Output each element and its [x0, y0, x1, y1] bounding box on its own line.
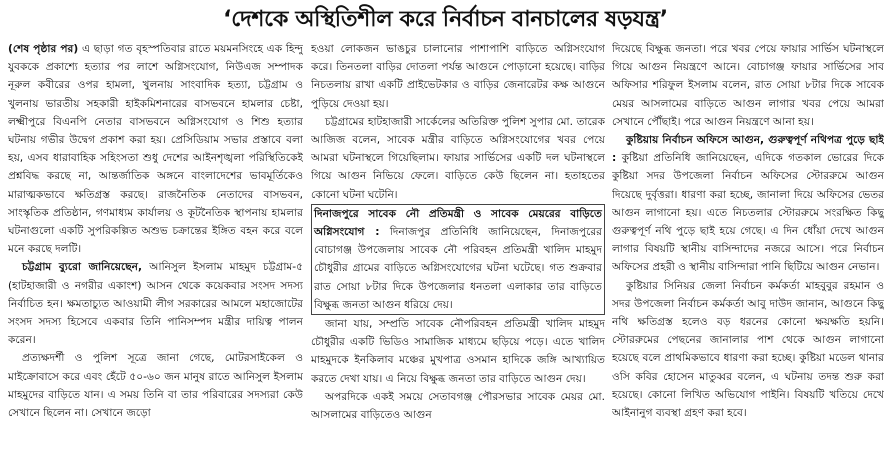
paragraph-fire-service: দিয়েছে বিক্ষুব্ধ জনতা। পরে খবর পেয়ে ফায়ার সার্ভিস ঘটনাস্থলে গিয়ে আগুন নিয়ন্ত্রণে আনে। বোচাগঞ্জ ফায়ার সার্ভিসের সাব অফিসার শরিফুল ইসলাম বলেন, রাত সোয়া ৮টার দিকে সাবেক মেয়র আসলামের বাড়িতে আগুন লাগার খবর পেয়ে আমরা সেখানে পৌঁছাই। পরে আগুন নিয়ন্ত্রণে আনা হয়। [612, 43, 884, 128]
subhead-kushtia [612, 131, 884, 277]
bureau-byline: চট্টগ্রাম ব্যুরো জানিয়েছেন, [22, 261, 143, 274]
kushtia-text: কুষ্টিয়া প্রতিনিধি জানিয়েছেন, এদিকে গতকাল ভোরের দিকে কুষ্টিয়া সদর উপজেলা নির্বাচন অফিসের স্টোররুমে আগুন দিয়েছে দুর্বৃত্তরা। ধারণা করা হচ্ছে, জানালা দিয়ে অফিসের ভেতর আগুন লাগানো হয়। এতে নিচতলার স্টোররুমে সংরক্ষিত কিছু গুরুত্বপূর্ণ নথি পুড়ে ছাই হয়ে গেছে। এ দিন ধোঁয়া দেখে আগুন লাগার বিষয়টি স্থানীয় বাসিন্দাদের নজরে আসে। পরে নির্বাচন অফিসের প্রহরী ও স্থানীয় বাসিন্দারা পানি ছিটিয়ে আগুন নেভান। [612, 152, 884, 274]
chattogram-text: আনিসুল ইসলাম মাহমুদ চট্টগ্রাম-৫ (হাটহাজারী ও নগরীর একাংশ) আসন থেকে কয়েকবার সংসদ সদস্য নির্বাচিত হন। ক্ষমতাচ্যুত আওয়ামী লীগ সরকারের আমলে মহাজোটের সংসদ সদস্য হিসেবে একবার তিনি পানিসম্পদ মন্ত্রীর দায়িত্ব পালন করেন। [8, 261, 303, 347]
paragraph-chattogram [8, 258, 303, 349]
column-1 [8, 40, 303, 464]
subhead-dinajpur [311, 204, 605, 315]
paragraph-video: জানা যায়, সম্প্রতি সাবেক নৌপরিবহন প্রতিমন্ত্রী খালিদ মাহমুদ চৌধুরীর একটি ভিডিও সামাজিক মাধ্যমে ছড়িয়ে পড়ে। এতে খালিদ মাহমুদকে ইনকিলাব মঞ্চের মুখপাত্র ওসমান হাদিকে জঙ্গি আখ্যায়িত করতে দেখা যায়। এ নিয়ে বিক্ষুব্ধ জনতা তার বাড়িতে আগুন দেয়। [311, 318, 605, 385]
column-3 [612, 40, 884, 464]
headline: ‘দেশকে অস্থিতিশীল করে নির্বাচন বানচালের ষড়যন্ত্র’ [223, 7, 668, 32]
paragraph-setabganj: অপরদিকে একই সময়ে সেতাবগঞ্জ পৌরসভার সাবেক মেয়র মো. আসলামের বাড়িতেও আগুন [311, 390, 605, 422]
paragraph-cont: হওয়া লোকজন ভাঙচুর চালানোর পাশাপাশি বাড়িতে অগ্নিসংযোগ করে। তিনতলা বাড়ির দোতলা পর্যন্ত আগুনে পোড়ানো হয়েছে। বাড়ির নিচতলায় রাখা একটি প্রাইভেটকার ও বাড়ির জেনারেটর কক্ষ আগুনে পুড়িয়ে দেওয়া হয়। [311, 43, 605, 110]
continued-marker: (শেষ পৃষ্ঠার পর) [8, 43, 79, 55]
paragraph-police: চট্টগ্রামের হাটহাজারী সার্কেলের অতিরিক্ত পুলিশ সুপার মো. তারেক আজিজ বলেন, সাবেক মন্ত্রীর বাড়িতে অগ্নিসংযোগের খবর পেয়ে আমরা ঘটনাস্থলে গিয়েছিলাম। ফায়ার সার্ভিসের একটি দল ঘটনাস্থলে গিয়ে আগুন নিভিয়ে ফেলে। বাড়িতে কেউ ছিলেন না। হতাহতের কোনো ঘটনা ঘটেনি। [311, 115, 605, 201]
paragraph-lead [8, 40, 303, 258]
subhead-dinajpur-title: দিনাজপুরে সাবেক নৌ প্রতিমন্ত্রী ও সাবেক মেয়রের বাড়িতে অগ্নিসংযোগ : [314, 207, 602, 239]
column-2 [311, 40, 605, 464]
paragraph-officials: কুষ্টিয়ার সিনিয়র জেলা নির্বাচন কর্মকর্তা মাহবুবুর রহমান ও সদর উপজেলা নির্বাচন কর্মকর্তা আবু দাউদ জানান, আগুনে কিছু নথি ক্ষতিগ্রস্ত হলেও বড় ধরনের কোনো ক্ষয়ক্ষতি হয়নি। স্টোররুমের পেছনের জানালার পাশ থেকে আগুন লাগানো হয়েছে বলে প্রাথমিকভাবে ধারণা করা হচ্ছে। কুষ্টিয়া মডেল থানার ওসি কবির হোসেন মাতুব্বর বলেন, এ ঘটনায় তদন্ত শুরু করা হয়েছে। কোনো লিখিত অভিযোগ পাইনি। বিষয়টি খতিয়ে দেখে আইনানুগ ব্যবস্থা গ্রহণ করা হবে। [612, 279, 884, 420]
dinajpur-text: দিনাজপুর প্রতিনিধি জানিয়েছেন, দিনাজপুরের বোচাগঞ্জ উপজেলায় সাবেক নৌ পরিবহন প্রতিমন্ত্রী খালিদ মাহমুদ চৌধুরীর গ্রামের বাড়িতে অগ্নিসংযোগের ঘটনা ঘটেছে। গত শুক্রবার রাত সোয়া ৮টার দিকে উপজেলার ধনতলা এলাকার তার বাড়িতে বিক্ষুব্ধ জনতা আগুন ধরিয়ে দেয়। [314, 226, 602, 311]
paragraph-witness: প্রত্যক্ষদর্শী ও পুলিশ সূত্রে জানা গেছে, মোটরসাইকেল ও মাইক্রোবাসে করে এবং হেঁটে ৫০-৬০ জন মানুষ রাতে আনিসুল ইসলাম মাহমুদের বাড়িতে যান। এ সময় তিনি বা তার পরিবারের সদস্যরা কেউ সেখানে ছিলেন না। সেখানে জড়ো [8, 352, 303, 420]
lead-text: এ ছাড়া গত বৃহস্পতিবার রাতে ময়মনসিংহে এক হিন্দু যুবককে প্রকাশ্যে হত্যার পর লাশে অগ্নিসংযোগ, নিউএজ সম্পাদক নূরুল কবীরের ওপর হামলা, খুলনায় সাংবাদিক হত্যা, চট্টগ্রাম ও খুলনায় ভারতীয় সহকারী হাইকমিশনারের বাসভবনে হামলার চেষ্টা, লক্ষ্মীপুরে বিএনপি নেতার বাসভবনে অগ্নিসংযোগ ও শিশু হত্যার ঘটনায় গভীর উদ্বেগ প্রকাশ করা হয়। প্রেসিডিয়াম সভার প্রস্তাবে বলা হয়, এসব ধারাবাহিক সহিংসতা শুধু দেশের আইনশৃঙ্খলা পরিস্থিতিকেই প্রশ্নবিদ্ধ করছে না, আন্তর্জাতিক অঙ্গনে বাংলাদেশের ভাবমূর্তিকেও মারাত্মকভাবে ক্ষতিগ্রস্ত করছে। রাজনৈতিক নেতাদের বাসভবন, সাংস্কৃতিক প্রতিষ্ঠান, গণমাধ্যম কার্যালয় ও কূটনৈতিক স্থাপনায় হামলার ঘটনাগুলো একটি সুপরিকল্পিত অশুভ চক্রান্তের ইঙ্গিত বহন করে বলে মনে করছে দলটি। [8, 43, 303, 256]
subhead-kushtia-title: কুষ্টিয়ায় নির্বাচন অফিসে আগুন, গুরুত্বপূর্ণ নথিপত্র পুড়ে ছাই : [612, 134, 884, 165]
